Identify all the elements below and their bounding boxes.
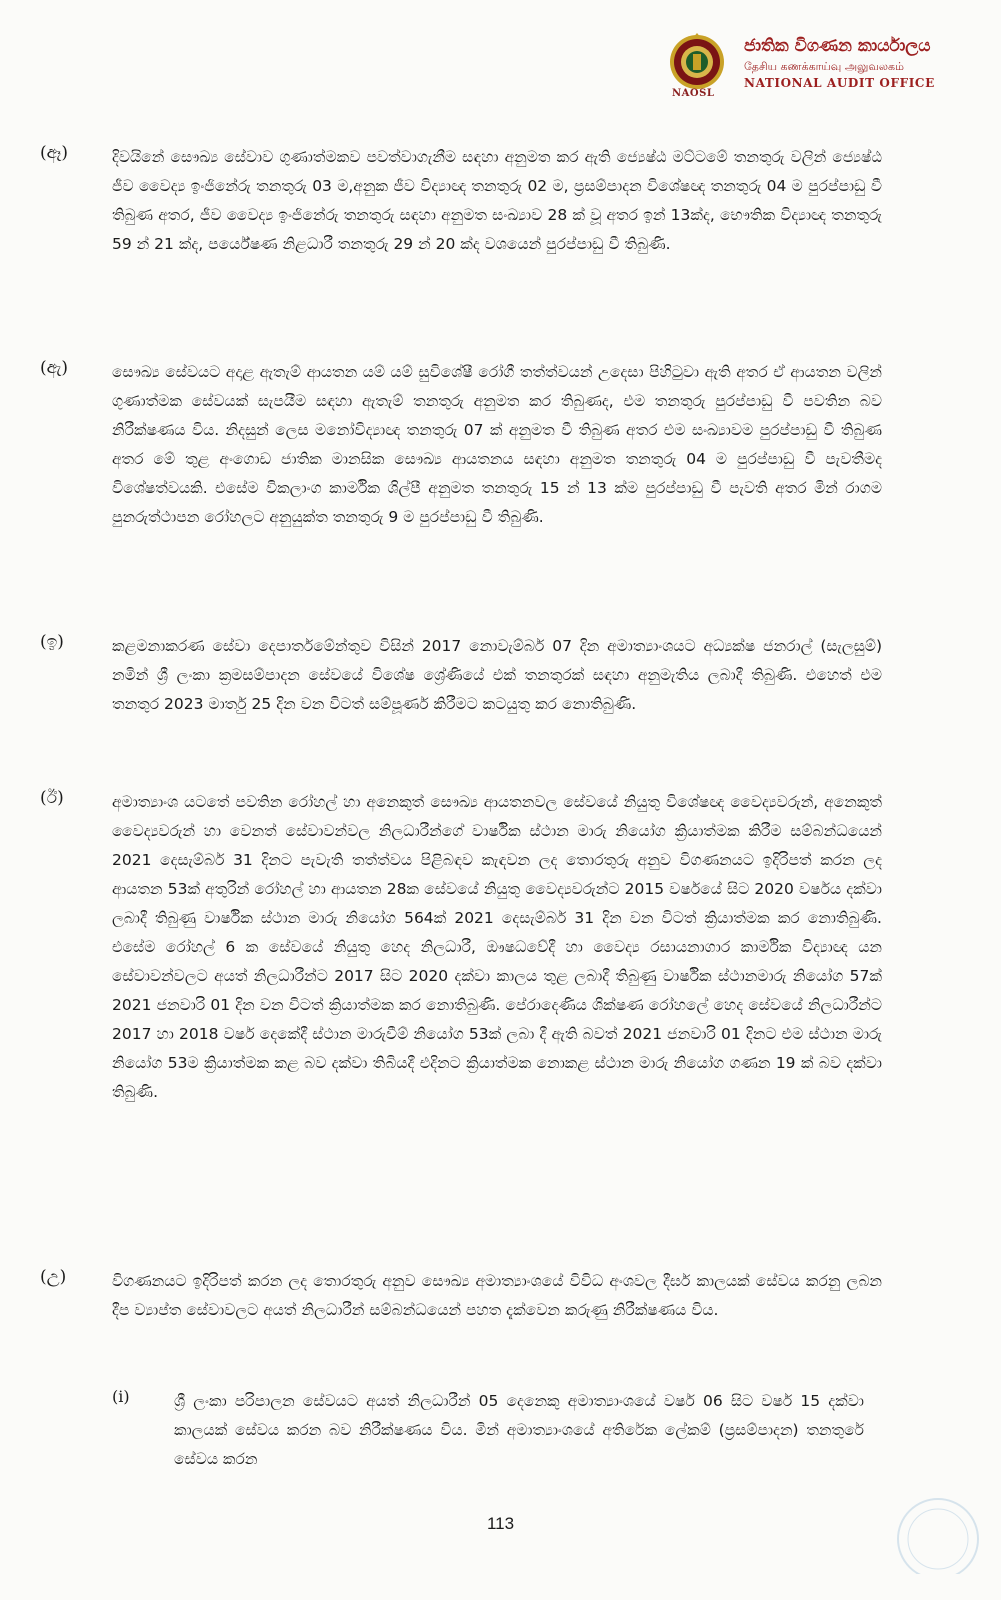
paragraph-marker: (ඉ) xyxy=(40,632,64,652)
sub-item-marker: (i) xyxy=(112,1387,130,1406)
paragraph-text: දිවයිනේ සෞඛ්‍ය සේවාව ගුණාත්මකව පවත්වාගැනීම සඳහා අනුමත කර ඇති ජ්‍යෙෂ්ඨ මට්ටමේ තනතුරු වලින් ජ්‍යෙෂ්ඨ ජීව වෛද්‍ය ඉංජිනේරු තනතුරු 03 ම,අනුක ජීව විද්‍යාඥ තනතුරු 02 ම, ප්‍රසම්පාදන විශේෂඥ තනතුරු 04 ම පුරප්පාඩු වී තිබුණ අතර, ජීව වෛද්‍ය ඉංජිනේරු තනතුරු සඳහා අනුමත සංඛ්‍යාව 28 ක් වූ අතර ඉන් 13ක්ද, භෞතික විද්‍යාඥ තනතුරු 59 න් 21 ක්ද, පර්යේෂණ නිළධාරී තනතුරු 29 න් 20 ක්ද වශයෙන් පුරප්පාඩු වී තිබුණි. xyxy=(112,148,882,253)
sub-item-i xyxy=(112,1387,872,1474)
paragraph-aae xyxy=(40,143,940,259)
paragraph-text: අමාත්‍යාංශ යටතේ පවතින රෝහල් හා අනෙකුත් සෞඛ්‍ය ආයතනවල සේවයේ නියුතු විශේෂඥ වෛද්‍යවරුන්, අනෙකුත් වෛද්‍යවරුන් හා වෙනත් සේවාවන්වල නිලධාරීන්ගේ වාර්ෂික ස්ථාන මාරු නියෝග ක්‍රියාත්මක කිරීම සම්බන්ධයෙන් 2021 දෙසැම්බර් 31 දිනට පැවැති තත්ත්වය පිළිබඳව කැඳවන ලද තොරතුරු අනුව විගණනයට ඉදිරිපත් කරන ලද ආයතන 53ක් අතුරින් රෝහල් හා ආයතන 28ක සේවයේ නියුතු වෛද්‍යවරුන්ට 2015 වර්ෂයේ සිට 2020 වර්ෂය දක්වා ලබාදී තිබුණු වාර්ෂික ස්ථාන මාරු නියෝග 564ක් 2021 දෙසැම්බර් 31 දින වන විටත් ක්‍රියාත්මක කර නොතිබුණි. එසේම රෝහල් 6 ක සේවයේ නියුතු හෙද නිලධාරී, ඖෂධවේදී හා වෛද්‍ය රසායනාගාර කාර්මික විද්‍යාඥ යන සේවාවන්වලට අයත් නිලධාරීන්ට 2017 සිට 2020 දක්වා කාලය තුළ ලබාදී තිබුණු වාර්ෂික ස්ථානමාරු නියෝග 57ක් 2021 ජනවාරි 01 දින වන විටත් ක්‍රියාත්මක කර නොතිබුණි. පේරාදෙණිය ශික්ෂණ රෝහලේ හෙද සේවයේ නිලධාරීන්ට 2017 හා 2018 වර්ෂ දෙකේදී ස්ථාන මාරුවීම් නියෝග 53ක් ලබා දී ඇති බවත් 2021 ජනවාරි 01 දිනට එම ස්ථාන මාරු නියෝග 53ම ක්‍රියාත්මක කළ බව දක්වා තිබියදී එදිනට ක්‍රියාත්මක නොකළ ස්ථාන මාරු නියෝග ගණන 19 ක් බව දක්වා තිබුණි. xyxy=(112,793,882,1101)
paragraph-marker: (ඇ) xyxy=(40,358,69,378)
paragraph-ae xyxy=(40,358,940,532)
org-name-sinhala: ජාතික විගණන කාර්යාලය xyxy=(744,36,931,56)
logo-caption: NAOSL xyxy=(672,88,715,99)
paragraph-marker: (ඈ) xyxy=(40,143,69,163)
letterhead xyxy=(652,26,982,110)
paragraph-text: කළමනාකරණ සේවා දෙපාර්තමේන්තුව විසින් 2017 නොවැම්බර් 07 දින අමාත්‍යාංශයට අධ්‍යක්ෂ ජනරාල් (සැලසුම්) නමින් ශ්‍රී ලංකා ක්‍රමසම්පාදන සේවයේ විශේෂ ශ්‍රේණියේ එක් තනතුරක් සඳහා අනුමැතිය ලබාදී තිබුණි. එහෙත් එම තනතුර 2023 මාර්තු 25 දින වන විටත් සම්පූර්ණ කිරීමට කටයුතු කර නොතිබුණි. xyxy=(112,637,882,713)
paragraph-marker: (ඊ) xyxy=(40,788,64,808)
paragraph-text: සෞඛ්‍ය සේවයට අදාළ ඇතැම් ආයතන යම් යම් සුවිශේෂී රෝගී තත්ත්වයන් උදෙසා පිහිටුවා ඇති අතර ඒ ආයතන වලින් ගුණාත්මක සේවයක් සැපයීම සඳහා ඇතැම් තනතුරු අනුමත කර තිබුණද, එම තනතුරු පුරප්පාඩු වී පවතින බව නිරීක්ෂණය විය. නිදසුන් ලෙස මනෝවිද්‍යාඥ තනතුරු 07 ක් අනුමත වී තිබුණ අතර එම සංඛ්‍යාවම පුරප්පාඩු වී තිබුණ අතර මේ තුළ අංගොඩ ජාතික මානසික සෞඛ්‍ය ආයතනය සඳහා අනුමත තනතුරු 04 ම පුරප්පාඩු වී පැවතීමද විශේෂත්වයකි. එසේම විකලාංග කාර්මික ශිල්පී අනුමත තනතුරු 15 න් 13 ක්ම පුරප්පාඩු වී පැවති අතර මින් රාගම පුනරුත්ථාපන රෝහලට අනුයුක්ත තනතුරු 9 ම පුරප්පාඩු වී තිබුණි. xyxy=(112,363,882,526)
paragraph-ii xyxy=(40,788,940,1107)
page-number: 113 xyxy=(486,1514,515,1533)
paragraph-text: විගණනයට ඉදිරිපත් කරන ලද තොරතුරු අනුව සෞඛ්‍ය අමාත්‍යාංශයේ විවිධ අංශවල දීර්ඝ කාලයක් සේවය කරනු ලබන දීප ව්‍යාප්ත සේවාවලට අයත් නිලධාරීන් සම්බන්ධයෙන් පහත දැක්වෙන කරුණු නිරීක්ෂණය විය. xyxy=(112,1272,882,1319)
org-name-english: NATIONAL AUDIT OFFICE xyxy=(744,76,935,90)
sub-item-text: ශ්‍රී ලංකා පරිපාලන සේවයට අයත් නිලධාරීන් 05 දෙනෙකු අමාත්‍යාංශයේ වර්ෂ 06 සිට වර්ෂ 15 දක්වා කාලයක් සේවය කරන බව නිරීක්ෂණය විය. මින් අමාත්‍යාංශයේ අතිරේක ලේකම් (ප්‍රසම්පාදන) තනතුරේ සේවය කරන xyxy=(174,1392,864,1468)
paragraph-i xyxy=(40,632,940,719)
paragraph-u xyxy=(40,1267,940,1325)
paragraph-marker: (උ) xyxy=(40,1267,67,1287)
organization-name xyxy=(744,36,984,90)
faint-stamp-icon xyxy=(863,1484,983,1574)
org-name-tamil: தேசிய கணக்காய்வு அலுவலகம் xyxy=(744,60,904,73)
